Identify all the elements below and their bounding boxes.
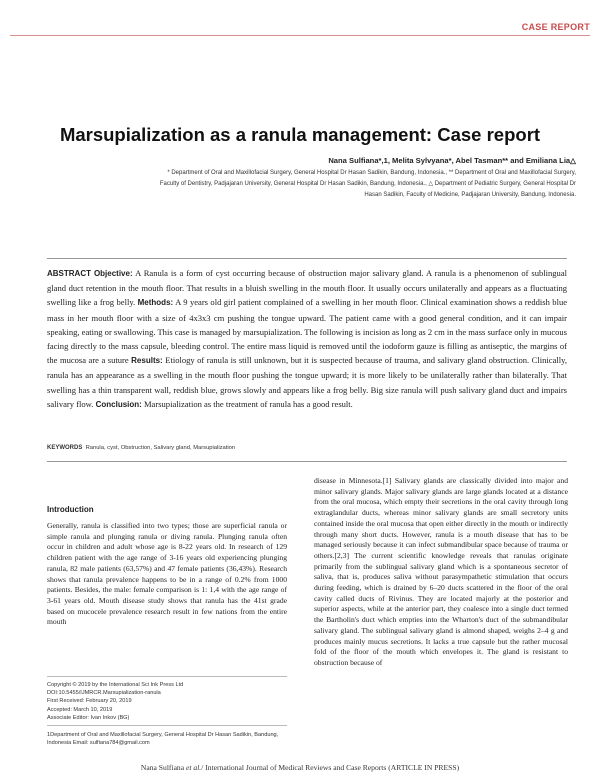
copyright-line: Copyright © 2019 by the International Sci Ink Press Ltd: [47, 682, 184, 688]
author-list: Nana Sulfiana*,1, Melita Sylvyana*, Abel Tasman** and Emiliana Lia△: [328, 156, 576, 165]
results-label: Results:: [131, 356, 163, 366]
section-label: CASE REPORT: [521, 22, 590, 32]
objective-text: A Ranula is a form of cyst occurring because of obstruction major salivary gland. A ranula is a phenomenon of sublingual gland duct retention in the mouth floor. That results in a bluish swelling in the mouth floor. It usually occurs unilaterally and appears as a fluctuating swelling like a frog belly.: [47, 268, 568, 308]
page-footer: [0, 763, 600, 772]
abstract: [47, 266, 567, 412]
received-line: First Received: February 20, 2019: [47, 698, 132, 705]
keywords-label: KEYWORDS: [47, 445, 83, 451]
keywords-text: Ranula, cyst, Obstruction, Salivary gland, Marsupialization: [85, 445, 236, 451]
conclusion-text: Marsupialization as the treatment of ranula has a good result.: [143, 398, 353, 409]
correspondence-divider: [47, 725, 287, 726]
editor-line: Associate Editor: Ivan Inkov (BG): [47, 714, 130, 721]
objective-label: Objective:: [93, 269, 133, 278]
introduction-right-column: disease in Minnesota.[1] Salivary glands are classically divided into major and minor salivary glands. Major salivary glands are large glands located at a distance from the oral mucosa, which empty their secretions in the oral cavity through long extraglandular ducts, whereas minor salivary glands are small secretory units contained inside the oral mucosa that open either directly in the mouth or indirectly through many short ducts. However, ranula is a mouth disease that has to be managed seriously because it can infect submandibular space because of trauma or others.[2,3] The current scientific knowledge reveals that ranulas originate primarily from the sublingual salivary gland which is a spontaneous secretor of saliva, that is, produces saliva without parasympathetic stimulation that occurs during feeding, which is drained by 6–20 ducts scattered in the floor of the oral cavity called ducts of Rivinus. They are located majorly at the posterior and superior aspects, while at the anterior part, they coalesce into a single duct termed the Bartholin's duct which empties into the Wharton's duct of the submandibular salivary gland. The sublingual salivary gland is almond shaped, weighs 2–4 g and produces mainly mucus secretions. It lacks a true capsule but the rather mucosal fold of the floor of the mouth which envelopes it. The gland is resistant to obstruction because of: [314, 476, 568, 667]
doi-line: DOI:10.5455/IJMRCR.Marsupialization-ranula: [47, 690, 161, 697]
footer-etal: et al.: [186, 763, 202, 772]
correspondence: 1Department of Oral and Maxillofacial Surgery, General Hospital Dr Hasan Sadikin, Bandung, Indonesia Email: sulfiana784@gmail.com: [47, 732, 279, 747]
abstract-label: ABSTRACT: [47, 269, 91, 278]
introduction-left-column: Generally, ranula is classified into two types; those are superficial ranula or simple ranula and plunging ranula or diving ranula. Plunging ranula often occur in children and adult whose age is 8-22 years old. In research of 129 children patient with the age range of 3-16 years old experiencing plunging ranula, 82 male patients (63,57%) and 47 female patients (36,43%). Research shows that ranula prevalence happens to be in a range of 0.2% from 1000 patients. Besides, the male: female comparison is 1: 1,4 with the age range of 3-61 years old. Mouth disease study shows that ranula has the 41st grade based on mucocele prevalence research result in few nations from the entire mouth: [47, 521, 287, 627]
affiliation-line-1: * Department of Oral and Maxillofacial Surgery, General Hospital Dr Hasan Sadikin, Bandung, Indonesia., ** Department of Oral and Maxillofacial Surgery,: [167, 170, 576, 176]
results-text: Etiology of ranula is still unknown, but it is suspected because of trauma, and salivary gland obstruction. Clinically, ranula has an appearance as a swelling in the mouth floor pushing the tongue upward; it is more likely to be unilaterally rather than bilaterally. That swelling has a thin transparent wall, reddish blue, grows slowly and appears like a frog belly. Big size ranula will push salivary gland duct and impairs salivary flow.: [47, 355, 567, 409]
article-meta: [47, 681, 287, 722]
article-title: Marsupialization as a ranula management: Case report: [59, 124, 541, 145]
introduction-heading: Introduction: [47, 505, 94, 514]
footer-journal: / International Journal of Medical Reviews and Case Reports (ARTICLE IN PRESS): [201, 763, 460, 772]
methods-label: Methods:: [137, 298, 174, 308]
conclusion-label: Conclusion:: [95, 399, 142, 409]
abstract-top-divider: [47, 258, 567, 259]
affiliation-line-2: Faculty of Dentistry, Padjajaran University, General Hospital Dr Hasan Sadikin, Bandung, Indonesia., △ Department of Pediatric Surgery, General Hospital Dr: [159, 181, 576, 187]
meta-divider: [47, 676, 287, 677]
header-divider: [10, 35, 590, 36]
affiliation-line-3: Hasan Sadikin, Faculty of Medicine, Padjajaran University, Bandung, Indonesia.: [364, 192, 576, 198]
keywords: [47, 445, 567, 451]
footer-author: Nana Sulfiana: [140, 763, 185, 772]
abstract-bottom-divider: [47, 461, 567, 462]
accepted-line: Accepted: March 10, 2019: [47, 706, 113, 713]
methods-text: A 9 years old girl patient complained of a swelling in her mouth floor. Clinical examination shows a reddish blue mass in her mouth floor with a size of 4x3x3 cm pushing the tongue upward. The patient came with a good general condition, and it can impair speaking, eating or swallowing. This case is managed by marsupialization. The following is incision as long as 2 cm in the mass surface only in mucous facing directly to the mass capsule, bleeding control. The entire mass liquid is removed until the iodoform gauze is filling as antiseptic, the margins of the mucosa are a suture: [47, 297, 568, 366]
